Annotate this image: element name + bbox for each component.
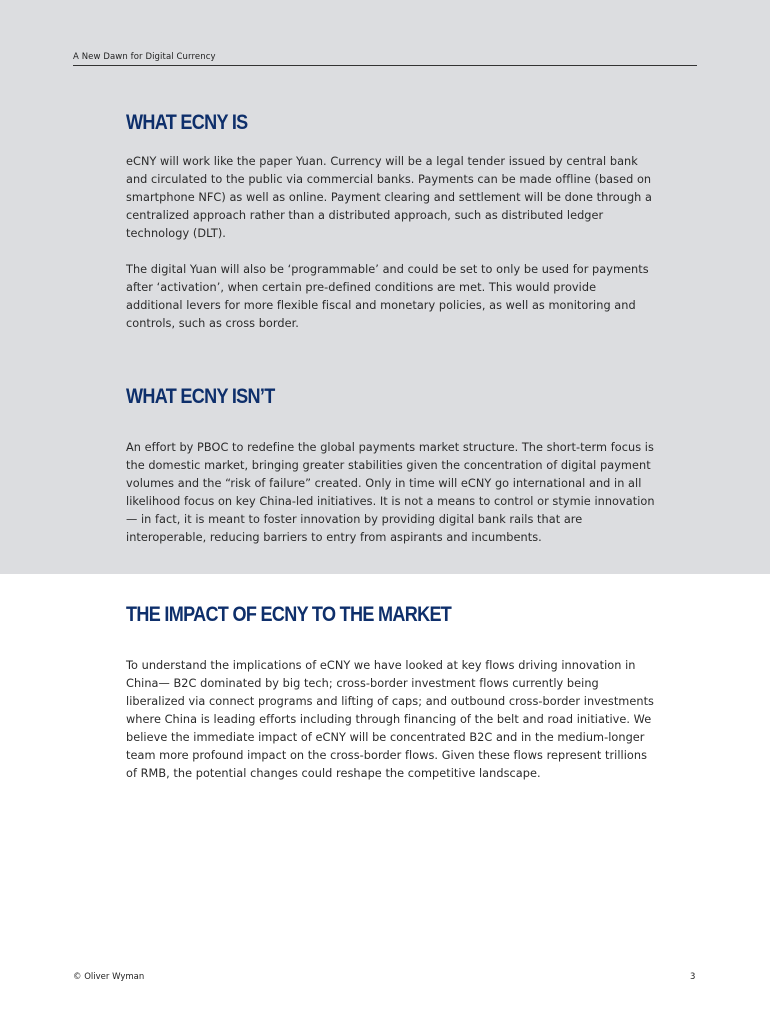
section-heading: WHAT ECNY ISN’T — [126, 385, 275, 408]
footer-copyright: © Oliver Wyman — [73, 972, 145, 982]
running-header: A New Dawn for Digital Currency — [73, 52, 697, 66]
paragraph: The digital Yuan will also be ‘programmable’ and could be set to only be used for payments after ‘activation’, when certain pre-defined conditions are met. This would provide additional levers for more flexible fiscal and monetary policies, as well as monitoring and controls, such as cross border. — [126, 263, 649, 330]
section-heading: THE IMPACT OF ECNY TO THE MARKET — [126, 603, 452, 626]
paragraph: eCNY will work like the paper Yuan. Currency will be a legal tender issued by central bank and circulated to the public via commercial banks. Payments can be made offline (based on smartphone NFC) as well as online. Payment clearing and settlement will be done through a centralized approach rather than a distributed approach, such as distributed ledger technology (DLT). — [126, 155, 652, 240]
paragraph: To understand the implications of eCNY we have looked at key flows driving innovation in China— B2C dominated by big tech; cross-border investment flows currently being liberalized via connect programs and lifting of caps; and outbound cross-border investments where China is leading efforts including through financing of the belt and road initiative. We believe the immediate impact of eCNY will be concentrated B2C and in the medium-longer team more profound impact on the cross-border flows. Given these flows represent trillions of RMB, the potential changes could reshape the competitive landscape. — [126, 659, 654, 780]
footer-page-number: 3 — [690, 972, 696, 982]
section-what-ecny-is — [126, 111, 656, 333]
section-heading: WHAT ECNY IS — [126, 111, 248, 134]
section-what-ecny-isnt — [126, 385, 656, 547]
section-impact-of-ecny — [126, 603, 656, 783]
paragraph: An effort by PBOC to redefine the global payments market structure. The short-term focus is the domestic market, bringing greater stabilities given the concentration of digital payment volumes and the “risk of failure” created. Only in time will eCNY go international and in all likelihood focus on key China-led initiatives. It is not a means to control or stymie innovation— in fact, it is meant to foster innovation by providing digital bank rails that are interoperable, reducing barriers to entry from aspirants and incumbents. — [126, 441, 655, 544]
